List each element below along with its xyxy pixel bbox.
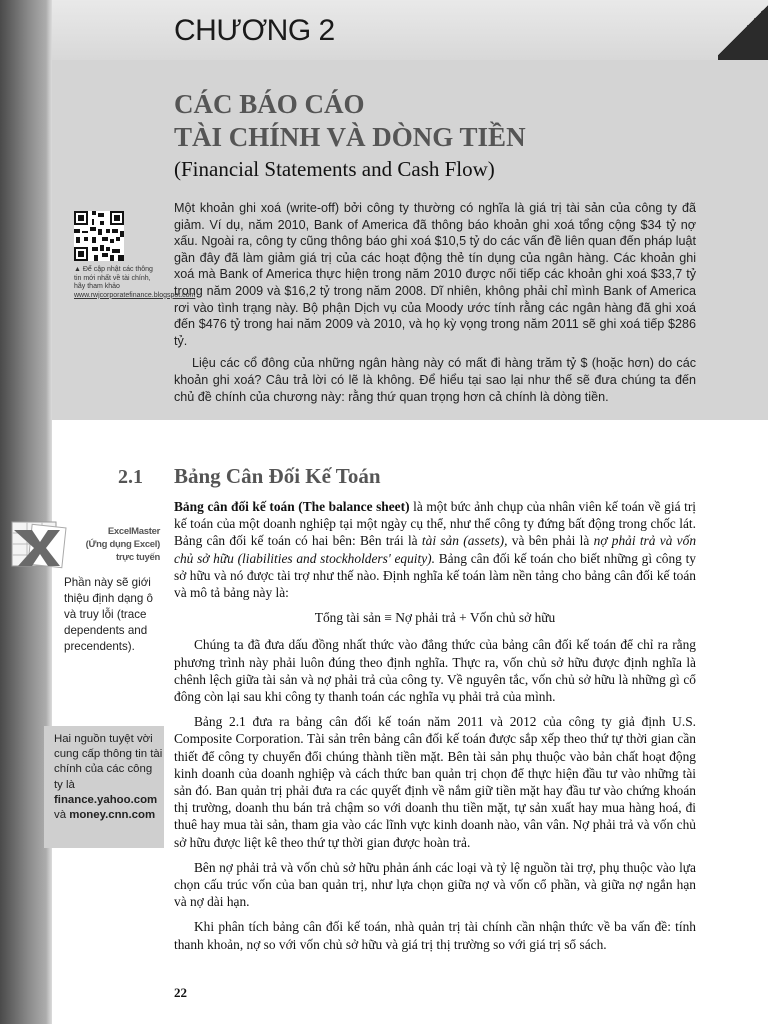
excel-master-label — [62, 525, 160, 564]
excel-label-line: ExcelMaster — [107, 526, 160, 537]
left-decorative-band — [0, 0, 52, 1024]
excel-label-line: (Ứng dụng Excel) — [85, 539, 160, 550]
qr-code-icon[interactable] — [74, 211, 124, 261]
header-strip — [52, 0, 768, 60]
excel-icon[interactable] — [10, 518, 68, 572]
excel-label-line: trực tuyến — [116, 552, 160, 563]
excel-description: Phần này sẽ giới thiệu định dạng ô và truy lỗi (trace dependents and precendents). — [64, 576, 153, 653]
qr-note-text: ▲ Để cập nhật các thông tin mới nhất về tài chính, hãy tham khảo — [74, 266, 153, 291]
term-balance-sheet: Bảng cân đối kế toán (The balance sheet) — [174, 499, 410, 514]
chapter-subtitle: (Financial Statements and Cash Flow) — [174, 157, 495, 181]
section-body — [174, 498, 696, 961]
chapter-heading: CHƯƠNG 2 — [174, 14, 335, 47]
body-paragraph: Chúng ta đã đưa dấu đồng nhất thức vào đẳng thức của bảng cân đối kế toán để chỉ ra rằng phương trình này phải luôn đúng theo định nghĩa. Thực ra, vốn chủ sở hữu được định nghĩa là chênh lệch giữa tài sản và nợ phải trả của công ty. Về nguyên tắc, vốn chủ sở hữu là những gì cổ đông còn lại sau khi công ty thanh toán các nghĩa vụ phải trả của mình. — [174, 637, 696, 705]
body-paragraph: Bên nợ phải trả và vốn chủ sở hữu phản ánh các loại và tỷ lệ nguồn tài trợ, phụ thuộc vào lựa chọn cấu trúc vốn của ban quản trị, như lựa chọn giữa nợ và vốn cổ phần, và giữa nợ ngắn hạn và nợ dài hạn. — [174, 859, 696, 910]
link-money-cnn[interactable]: money.cnn.com — [69, 809, 156, 822]
sources-sidebox-text — [54, 732, 164, 823]
term-liabilities-equity: nợ phải trả và vốn chủ sở hữu (liabilities and stockholders' equity). — [174, 533, 697, 566]
intro-paragraph: Liệu các cổ đông của những ngân hàng này có mất đi hàng trăm tỷ $ (hoặc hơn) do các khoản ghi xoá? Câu trả lời có lẽ là không. Để hiểu tại sao lại như thế sẽ đưa chúng ta đến chủ đề chính của chương này: rằng thứ quan trọng hơn cả chính là dòng tiền. — [174, 356, 696, 404]
qr-note — [74, 266, 196, 300]
body-text-span: là một bức ảnh chụp của nhân viên kế toán về giá trị kế toán của một doanh nghiệp tại một ngày cụ thể, như thể công ty đứng bất động trong chốc lát. Bảng cân đối kế toán có hai bên: Bên trái là — [174, 499, 696, 549]
balance-sheet-equation: Tổng tài sản ≡ Nợ phải trả + Vốn chủ sở hữu — [314, 610, 556, 626]
chapter-title-line2: TÀI CHÍNH VÀ DÒNG TIỀN — [174, 122, 526, 152]
chapter-title-line1: CÁC BÁO CÁO — [174, 89, 365, 119]
sidebox-text-span: Hai nguồn tuyệt vời cung cấp thông tin tài chính của các công ty là — [54, 733, 163, 791]
section-number: 2.1 — [118, 466, 143, 488]
header-corner-accent — [718, 0, 768, 60]
body-paragraph — [174, 498, 696, 601]
section-title: Bảng Cân Đối Kế Toán — [174, 464, 381, 488]
sidebox-text-span: và — [54, 809, 70, 822]
chapter-title — [174, 88, 526, 154]
body-text-span: Bảng cân đối kế toán cho biết những gì công ty sở hữu và nó được tài trợ như thế nào. Định nghĩa kế toán làm nền tảng cho bảng cân đối kế toán và mô tả bảng này là: — [174, 550, 696, 601]
body-paragraph: Khi phân tích bảng cân đối kế toán, nhà quản trị tài chính cần nhận thức về ba vấn đề: tính thanh khoản, nợ so với vốn chủ sở hữu và giá trị thị trường so với giá trị sổ sách. — [174, 919, 696, 952]
body-text-span: và bên phải là — [507, 533, 594, 549]
intro-text — [174, 200, 696, 411]
intro-paragraph: Một khoản ghi xoá (write-off) bởi công ty thường có nghĩa là giá trị tài sản của công ty đã giảm. Ví dụ, năm 2010, Bank of America đã thông báo khoản ghi xoá tổng cộng $34 tỷ nợ xấu. Ngoài ra, công ty cũng thông báo ghi xoá $10,5 tỷ do các vấn đề liên quan đến pháp luật gần đây đã làm giảm giá trị của các hoạt động thẻ tín dụng của ngân hàng. Các khoản ghi xoá mà Bank of America thực hiện trong năm 2010 được nối tiếp các khoản ghi xoá $33,7 tỷ trong năm 2009 và $16,2 tỷ trong năm 2008. Dĩ nhiên, không phải chỉ mình Bank of America rơi vào tình trạng này. Bộ phận Dịch vụ của Moody ước tính rằng các ngân hàng đã ghi xoá đến $476 tỷ trong hai năm 2009 và 2010, và họ kỳ vọng trong năm 2011 sẽ ghi xoá tiếp $286 tỷ. — [174, 201, 696, 348]
body-paragraph: Bảng 2.1 đưa ra bảng cân đối kế toán năm 2011 và 2012 của công ty giả định U.S. Composite Corporation. Tài sản trên bảng cân đối kế toán được sắp xếp theo thứ tự thời gian cần thiết để công ty chuyển đổi chúng thành tiền mặt. Bên tài sản phụ thuộc vào bản chất hoạt động kinh doanh của doanh nghiệp và cách thức ban quản trị chọn để thực hiện đầu tư vào những tài sản đó. Ban quản trị phải đưa ra các quyết định về nắm giữ tiền mặt hay đầu tư vào chứng khoán thị trường, doanh thu bán trả chậm so với doanh thu tiền mặt, tự sản xuất hay mua hàng hoá, đi thuê hay mua tài sản, tham gia vào các lĩnh vực kinh doanh nào, vân vân. Nợ phải trả và vốn chủ sở hữu được liệt kê theo thứ tự thời gian được hoàn trả. — [174, 714, 696, 850]
link-finance-yahoo[interactable]: finance.yahoo.com — [54, 793, 158, 806]
blog-link[interactable]: www.rwjcorporatefinance.blogspot.com — [74, 291, 196, 299]
term-assets: tài sản (assets), — [421, 533, 508, 549]
page-number: 22 — [174, 985, 187, 1000]
